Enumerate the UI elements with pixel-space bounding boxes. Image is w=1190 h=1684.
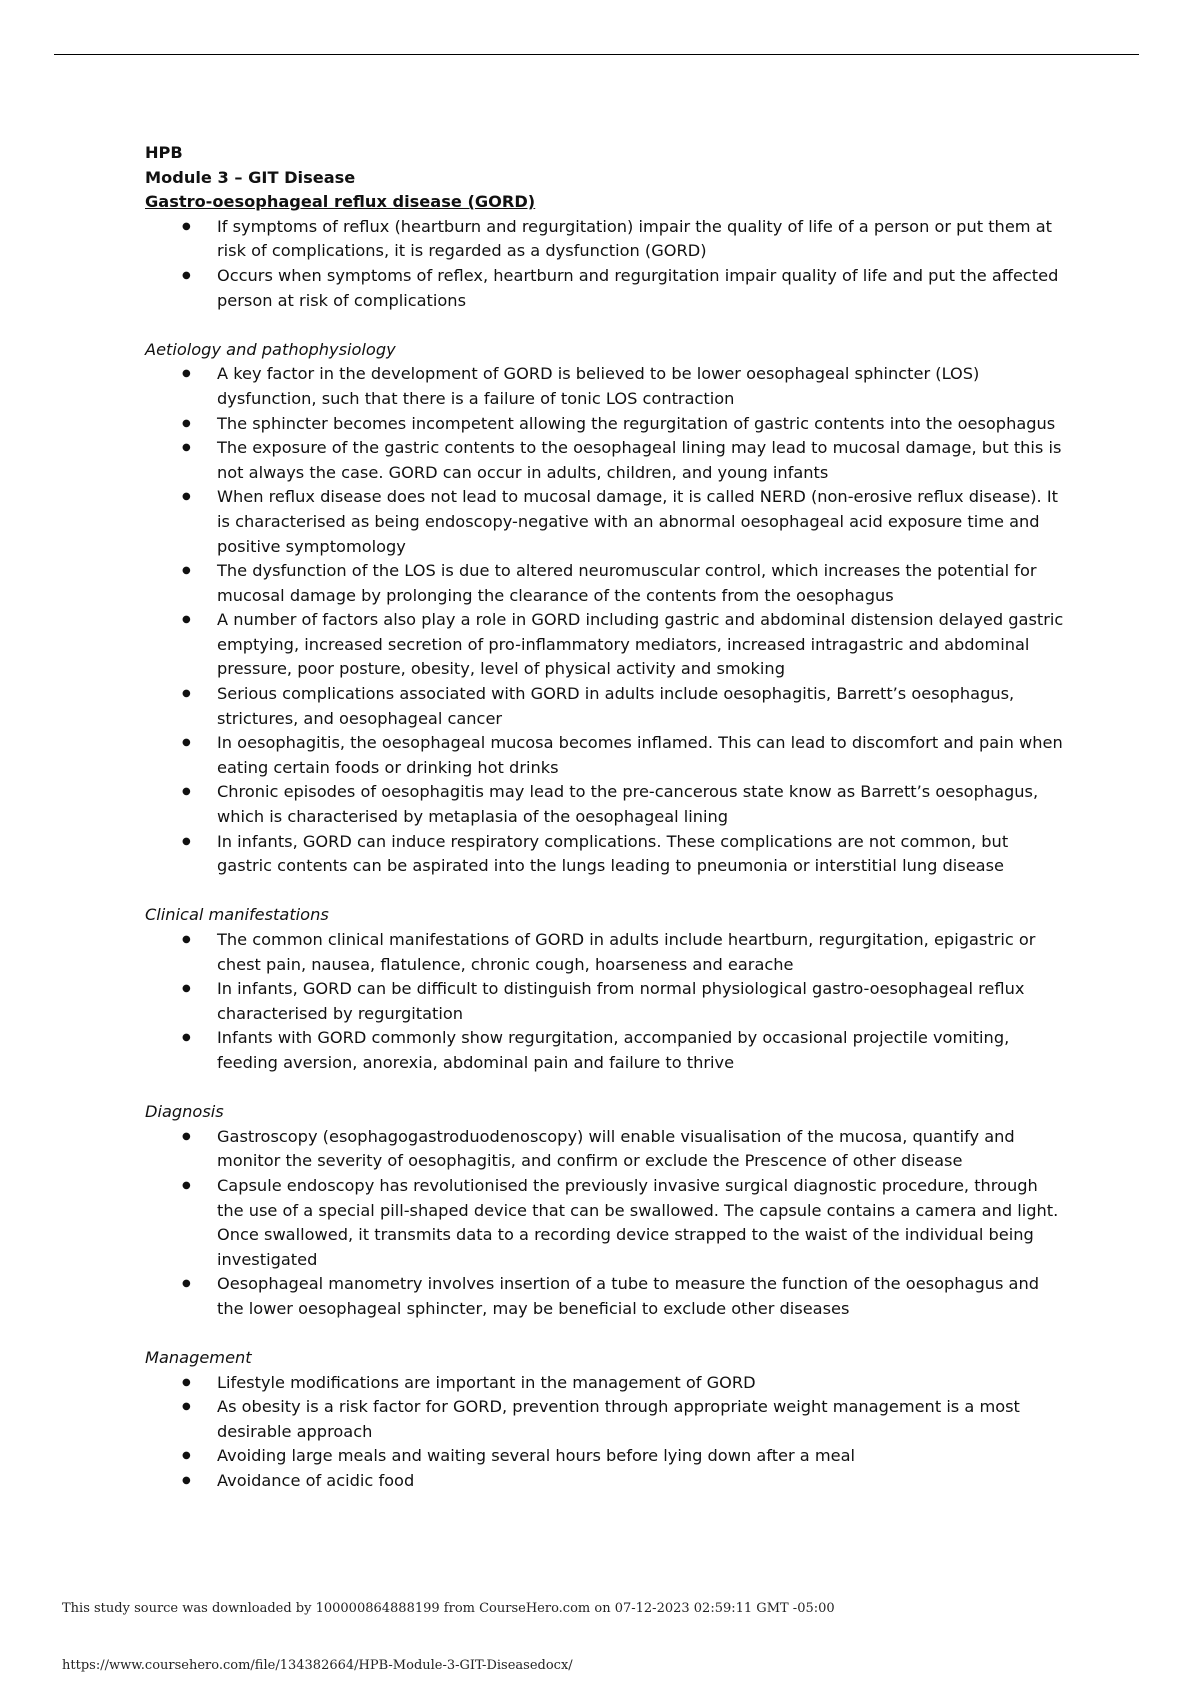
list-item [145, 1444, 1065, 1469]
bullet-text: Lifestyle modifications are important in the management of GORD [217, 1372, 756, 1392]
bullet-icon: ● [182, 417, 191, 429]
list-item [145, 412, 1065, 437]
bullet-text: Occurs when symptoms of reflex, heartburn and regurgitation impair quality of life and put the affected person at risk of complications [217, 265, 1059, 310]
bullet-icon: ● [182, 1278, 191, 1290]
list-item [145, 436, 1065, 485]
bullet-icon: ● [182, 1475, 191, 1487]
list-item [145, 1395, 1065, 1444]
bullet-icon: ● [182, 220, 191, 232]
bullet-text: Chronic episodes of oesophagitis may lead to the pre-cancerous state know as Barrett’s oesophagus, which is characterised by metaplasia of the oesophageal lining [217, 782, 1039, 827]
bullet-text: Infants with GORD commonly show regurgitation, accompanied by occasional projectile vomiting, feeding aversion, anorexia, abdominal pain and failure to thrive [217, 1028, 1010, 1072]
list-item [145, 830, 1065, 879]
bullet-text: The exposure of the gastric contents to the oesophageal lining may lead to mucosal damage, but this is not always the case. GORD can occur in adults, children, and young infants [217, 438, 1062, 482]
bullet-icon: ● [182, 491, 191, 503]
bullet-icon: ● [182, 1450, 191, 1462]
bullet-text: As obesity is a risk factor for GORD, prevention through appropriate weight management is a most desirable approach [217, 1397, 1020, 1441]
aetiology-list [145, 362, 1065, 878]
bullet-icon: ● [182, 934, 191, 945]
bullet-icon: ● [182, 565, 191, 577]
bullet-text: If symptoms of reflux (heartburn and regurgitation) impair the quality of life of a person or put them at risk of complications, it is regarded as a dysfunction (GORD) [217, 216, 1052, 261]
bullet-text: A key factor in the development of GORD is believed to be lower oesophageal sphincter (LOS) dysfunction, such that there is a failure of tonic LOS contraction [217, 364, 980, 408]
section-title-clinical: Clinical manifestations [145, 905, 329, 925]
bullet-text: Avoidance of acidic food [217, 1471, 415, 1491]
list-item [145, 1125, 1065, 1174]
bullet-text: Gastroscopy (esophagogastroduodenoscopy) will enable visualisation of the mucosa, quantify and monitor the severity of oesophagitis, and confirm or exclude the Prescence of other disease [217, 1126, 1015, 1171]
bullet-text: Capsule endoscopy has revolutionised the previously invasive surgical diagnostic procedure, through the use of a special pill-shaped device that can be swallowed. The capsule contains a camera and light. Once swallowed, it transmits data to a recording device strapped to the waist of the individual being investigated [217, 1175, 1059, 1269]
list-item [145, 682, 1065, 731]
section-title-diagnosis: Diagnosis [145, 1102, 224, 1122]
list-item [145, 780, 1065, 829]
bullet-icon: ● [182, 835, 191, 847]
bullet-text: In oesophagitis, the oesophageal mucosa becomes inflamed. This can lead to discomfort and pain when eating certain foods or drinking hot drinks [217, 733, 1063, 777]
list-item [145, 362, 1065, 411]
bullet-icon: ● [182, 1032, 191, 1044]
list-item [145, 215, 1065, 264]
list-item [145, 731, 1065, 780]
management-list [145, 1371, 1065, 1494]
bullet-icon: ● [182, 1376, 191, 1388]
bullet-text: The common clinical manifestations of GORD in adults include heartburn, regurgitation, epigastric or chest pain, nausea, flatulence, chronic cough, hoarseness and earache [217, 930, 1036, 974]
topic-title: Gastro-oesophageal reflux disease (GORD) [145, 192, 536, 212]
download-source-note: This study source was downloaded by 100000864888199 from CourseHero.com on 07-12-2023 02:59:11 GMT -05:00 [62, 1601, 835, 1616]
module-title: Module 3 – GIT Disease [145, 167, 356, 187]
bullet-icon: ● [182, 688, 191, 700]
intro-list [145, 215, 1065, 313]
bullet-text: A number of factors also play a role in GORD including gastric and abdominal distension delayed gastric emptying, increased secretion of pro-inflammatory mediators, increased intragastric and abdominal pressure, poor posture, obesity, level of physical activity and smoking [217, 610, 1064, 679]
bullet-icon: ● [182, 269, 191, 281]
bullet-text: Serious complications associated with GORD in adults include oesophagitis, Barrett’s oesophagus, strictures, and oesophageal cancer [217, 684, 1015, 728]
list-item [145, 928, 1065, 977]
list-item [145, 264, 1065, 313]
bullet-icon: ● [182, 368, 191, 380]
list-item [145, 1026, 1065, 1075]
bullet-icon: ● [182, 983, 191, 995]
bullet-text: In infants, GORD can induce respiratory complications. These complications are not common, but gastric contents can be aspirated into the lungs leading to pneumonia or interstitial lung disease [217, 831, 1009, 876]
clinical-list [145, 928, 1065, 1076]
bullet-icon: ● [182, 614, 191, 626]
document-body [145, 141, 1065, 1494]
bullet-text: Oesophageal manometry involves insertion of a tube to measure the function of the oesophagus and the lower oesophageal sphincter, may be beneficial to exclude other diseases [217, 1274, 1040, 1318]
bullet-text: The dysfunction of the LOS is due to altered neuromuscular control, which increases the potential for mucosal damage by prolonging the clearance of the contents from the oesophagus [217, 561, 1037, 605]
bullet-icon: ● [182, 1130, 191, 1142]
list-item [145, 608, 1065, 682]
header-divider [54, 54, 1139, 55]
bullet-text: The sphincter becomes incompetent allowing the regurgitation of gastric contents into the oesophagus [217, 413, 1056, 433]
list-item [145, 1174, 1065, 1272]
bullet-icon: ● [182, 786, 191, 798]
document-title: HPB [145, 143, 183, 162]
list-item [145, 559, 1065, 608]
bullet-icon: ● [182, 1401, 191, 1413]
bullet-text: When reflux disease does not lead to mucosal damage, it is called NERD (non-erosive reflux disease). It is characterised as being endoscopy-negative with an abnormal oesophageal acid exposure time and positive symptomology [217, 487, 1058, 556]
list-item [145, 1469, 1065, 1494]
bullet-text: In infants, GORD can be difficult to distinguish from normal physiological gastro-oesophageal reflux characterised by regurgitation [217, 979, 1025, 1023]
diagnosis-list [145, 1125, 1065, 1322]
list-item [145, 1272, 1065, 1321]
section-title-management: Management [145, 1348, 252, 1368]
bullet-icon: ● [182, 1179, 191, 1191]
list-item [145, 1371, 1065, 1396]
list-item [145, 977, 1065, 1026]
source-url: https://www.coursehero.com/file/134382664/HPB-Module-3-GIT-Diseasedocx/ [62, 1658, 573, 1673]
bullet-text: Avoiding large meals and waiting several hours before lying down after a meal [217, 1446, 856, 1466]
bullet-icon: ● [182, 442, 191, 454]
list-item [145, 485, 1065, 559]
section-title-aetiology: Aetiology and pathophysiology [145, 339, 396, 359]
bullet-icon: ● [182, 737, 191, 749]
